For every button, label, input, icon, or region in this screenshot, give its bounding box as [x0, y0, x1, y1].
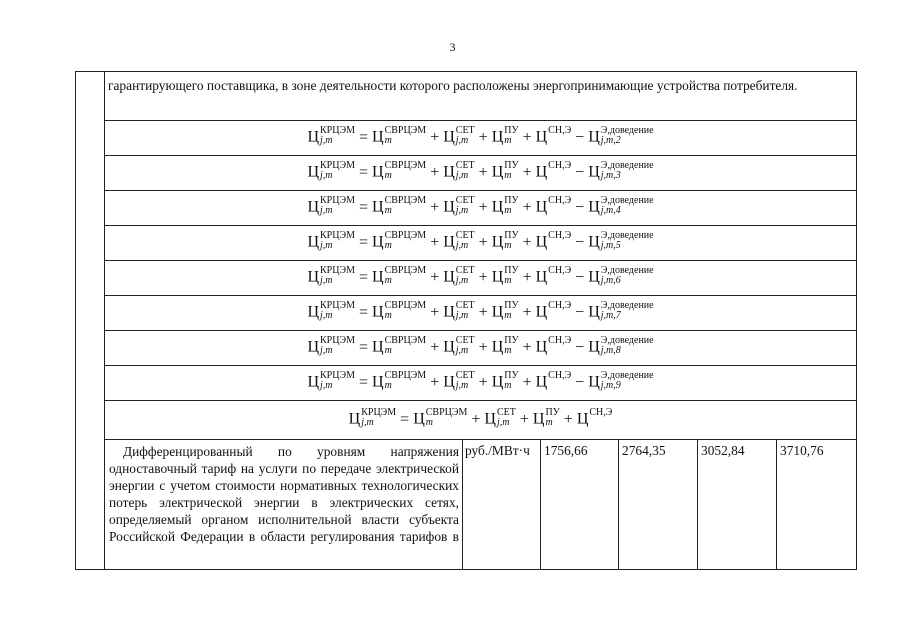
formula-cell	[105, 366, 857, 401]
formula-operator: −	[575, 198, 585, 216]
intro-row	[76, 72, 857, 121]
term-subscript: j,m	[455, 310, 469, 321]
formula-term: Ц Э,доведение j,m,9	[588, 370, 654, 391]
term-subscript: m	[384, 170, 392, 181]
term-superscript: КРЦЭМ	[320, 335, 355, 346]
formula-operator: =	[358, 303, 368, 321]
formula-operator: =	[358, 338, 368, 356]
term-subscript: j,m,5	[600, 240, 621, 251]
formula-term: Ц КРЦЭМ j,m	[307, 265, 355, 286]
term-superscript: КРЦЭМ	[361, 407, 397, 418]
formula-cell	[105, 261, 857, 296]
term-subscript: m	[384, 345, 392, 356]
formula-operator: =	[400, 410, 410, 428]
term-superscript: ПУ	[504, 300, 519, 311]
term-subscript: j,m	[455, 380, 469, 391]
term-subscript: m	[504, 205, 512, 216]
formula-term: Ц Э,доведение j,m,4	[588, 195, 654, 216]
term-superscript: СЕТ	[455, 300, 475, 311]
term-subscript: j,m	[361, 417, 374, 428]
term-superscript: СВРЦЭМ	[425, 407, 468, 418]
formula-operator: −	[575, 268, 585, 286]
formula-operator: +	[430, 303, 440, 321]
formula-operator: +	[430, 128, 440, 146]
term-superscript: ПУ	[504, 160, 519, 171]
formula-operator: +	[563, 410, 573, 428]
formula-term: Ц Э,доведение j,m,5	[588, 230, 654, 251]
formula-term: Ц СВРЦЭМ m	[372, 300, 427, 321]
formula-operator: +	[519, 410, 529, 428]
formula-cell	[105, 121, 857, 156]
formula-row-base	[76, 401, 857, 440]
formula-operator: +	[478, 163, 488, 181]
term-superscript: СВРЦЭМ	[384, 230, 427, 241]
tariff-value: 3710,76	[777, 440, 857, 570]
formula-term: Ц СН,Э	[535, 195, 572, 216]
formula-operator: +	[478, 373, 488, 391]
formula-operator: +	[478, 233, 488, 251]
formula-term: Ц СН,Э	[535, 300, 572, 321]
formula-term: Ц СЕТ j,m	[443, 125, 475, 146]
formula-operator: =	[358, 268, 368, 286]
term-subscript: m	[545, 417, 553, 428]
formula-operator: −	[575, 233, 585, 251]
formula-term: Ц ПУ m	[491, 125, 519, 146]
formula-term: Ц ПУ m	[491, 265, 519, 286]
formula	[348, 407, 613, 430]
formula-operator: +	[478, 128, 488, 146]
term-subscript: j,m,6	[600, 275, 621, 286]
formula-row	[76, 156, 857, 191]
formula-operator: −	[575, 128, 585, 146]
unit-cell: руб./МВт·ч	[463, 440, 541, 570]
term-superscript: ПУ	[504, 125, 519, 136]
formula-cell	[105, 226, 857, 261]
term-subscript: j,m	[455, 170, 469, 181]
formula-row	[76, 191, 857, 226]
formula-term: Ц СЕТ j,m	[443, 370, 475, 391]
term-superscript: Э,доведение	[600, 125, 654, 136]
term-superscript: СН,Э	[589, 407, 613, 418]
formula-operator: +	[430, 198, 440, 216]
formula	[307, 230, 654, 253]
term-superscript: СН,Э	[548, 230, 572, 241]
term-superscript: СВРЦЭМ	[384, 195, 427, 206]
term-superscript: СН,Э	[548, 195, 572, 206]
formula-term: Ц СЕТ j,m	[443, 160, 475, 181]
formula-term: Ц СВРЦЭМ m	[372, 335, 427, 356]
formula-term: Ц КРЦЭМ j,m	[307, 160, 355, 181]
formula-term: Ц КРЦЭМ j,m	[348, 407, 397, 428]
term-superscript: Э,доведение	[600, 335, 654, 346]
formula-term: Ц СН,Э	[535, 370, 572, 391]
formula-operator: +	[522, 198, 532, 216]
tariff-table	[75, 71, 857, 570]
term-superscript: КРЦЭМ	[320, 160, 355, 171]
term-superscript: ПУ	[504, 335, 519, 346]
formula-term: Ц СН,Э	[535, 125, 572, 146]
term-superscript: ПУ	[545, 407, 560, 418]
formula-row	[76, 331, 857, 366]
term-subscript: j,m	[455, 205, 469, 216]
term-superscript: СН,Э	[548, 335, 572, 346]
formula-term: Ц КРЦЭМ j,m	[307, 125, 355, 146]
term-subscript: m	[504, 345, 512, 356]
term-superscript: СЕТ	[455, 125, 475, 136]
formula-operator: +	[430, 163, 440, 181]
formula-operator: −	[575, 303, 585, 321]
formula-operator: =	[358, 198, 368, 216]
formula-operator: +	[522, 373, 532, 391]
formula-term: Ц Э,доведение j,m,7	[588, 300, 654, 321]
formula-term: Ц СВРЦЭМ m	[372, 125, 427, 146]
formula-term: Ц Э,доведение j,m,2	[588, 125, 654, 146]
formula-term: Ц СН,Э	[535, 335, 572, 356]
term-subscript: j,m	[320, 310, 333, 321]
term-superscript: СН,Э	[548, 370, 572, 381]
formula-operator: +	[430, 338, 440, 356]
page-number: 3	[449, 40, 456, 54]
term-subscript: j,m,8	[600, 345, 621, 356]
tariff-row	[76, 440, 857, 570]
tariff-value: 2764,35	[619, 440, 698, 570]
formula-term: Ц Э,доведение j,m,6	[588, 265, 654, 286]
term-subscript: m	[504, 135, 512, 146]
formula-operator: +	[478, 338, 488, 356]
formula-term: Ц Э,доведение j,m,3	[588, 160, 654, 181]
formula-term: Ц СВРЦЭМ m	[372, 230, 427, 251]
formula-term: Ц СЕТ j,m	[443, 265, 475, 286]
term-subscript: m	[384, 275, 392, 286]
term-superscript: СН,Э	[548, 300, 572, 311]
formula-operator: =	[358, 373, 368, 391]
formula-operator: +	[478, 268, 488, 286]
formula-term: Ц СЕТ j,m	[443, 300, 475, 321]
formula-cell	[105, 156, 857, 191]
term-subscript: j,m	[320, 275, 333, 286]
term-subscript: j,m,9	[600, 380, 621, 391]
term-subscript: m	[425, 417, 433, 428]
term-subscript: m	[384, 380, 392, 391]
intro-text: гарантирующего поставщика, в зоне деятельности которого расположены энергопринимающие устройства потребителя.	[105, 72, 857, 121]
term-subscript: j,m	[320, 205, 333, 216]
formula-cell	[105, 191, 857, 226]
formula-term: Ц СВРЦЭМ m	[372, 265, 427, 286]
term-subscript: m	[384, 310, 392, 321]
formula-term: Ц СН,Э	[576, 407, 613, 428]
formula-operator: +	[471, 410, 481, 428]
term-superscript: СВРЦЭМ	[384, 160, 427, 171]
term-superscript: КРЦЭМ	[320, 265, 355, 276]
term-subscript: m	[504, 380, 512, 391]
term-superscript: СВРЦЭМ	[384, 300, 427, 311]
formula-term: Ц ПУ m	[491, 335, 519, 356]
formula-term: Ц СВРЦЭМ m	[372, 160, 427, 181]
formula-operator: +	[522, 338, 532, 356]
term-subscript: j,m	[455, 345, 469, 356]
term-superscript: Э,доведение	[600, 370, 654, 381]
term-subscript: m	[504, 275, 512, 286]
formula-operator: +	[430, 373, 440, 391]
term-superscript: СВРЦЭМ	[384, 370, 427, 381]
formula-term: Ц СН,Э	[535, 160, 572, 181]
formula-row	[76, 261, 857, 296]
tariff-value: 1756,66	[541, 440, 619, 570]
formula-operator: −	[575, 163, 585, 181]
formula-term: Ц КРЦЭМ j,m	[307, 335, 355, 356]
term-subscript: j,m	[455, 240, 469, 251]
term-superscript: СВРЦЭМ	[384, 265, 427, 276]
formula-term: Ц ПУ m	[532, 407, 560, 428]
tariff-description: Дифференцированный по уровням напряжения одноставочный тариф на услуги по передаче электрической энергии с учетом стоимости нормативных технологических потерь электрической энергии в электрических сетях, определяемый органом исполнительной власти субъекта Российской Федерации в области регулирования тарифов в	[105, 440, 463, 570]
term-superscript: СВРЦЭМ	[384, 335, 427, 346]
formula-operator: +	[430, 268, 440, 286]
term-superscript: Э,доведение	[600, 265, 654, 276]
term-superscript: СЕТ	[455, 195, 475, 206]
term-superscript: ПУ	[504, 195, 519, 206]
term-superscript: СЕТ	[496, 407, 516, 418]
term-superscript: КРЦЭМ	[320, 230, 355, 241]
formula	[307, 300, 654, 323]
formula-cell	[105, 401, 857, 440]
formula-operator: =	[358, 233, 368, 251]
formula-cell	[105, 296, 857, 331]
formula-term: Ц СН,Э	[535, 230, 572, 251]
term-subscript: j,m,7	[600, 310, 621, 321]
term-subscript: j,m	[496, 417, 510, 428]
formula-operator: +	[430, 233, 440, 251]
term-subscript: m	[384, 205, 392, 216]
formula-cell	[105, 331, 857, 366]
formula-operator: +	[478, 198, 488, 216]
formula-term: Ц СЕТ j,m	[443, 335, 475, 356]
formula-term: Ц СВРЦЭМ m	[372, 195, 427, 216]
formula-operator: −	[575, 373, 585, 391]
term-superscript: СЕТ	[455, 265, 475, 276]
formula	[307, 195, 654, 218]
term-subscript: j,m	[455, 275, 469, 286]
formula-row	[76, 121, 857, 156]
term-superscript: ПУ	[504, 265, 519, 276]
term-subscript: j,m	[320, 170, 333, 181]
term-superscript: ПУ	[504, 370, 519, 381]
formula	[307, 265, 654, 288]
formula-row	[76, 366, 857, 401]
formula	[307, 125, 654, 148]
formula-term: Ц СЕТ j,m	[443, 230, 475, 251]
term-subscript: j,m	[455, 135, 469, 146]
formula-operator: +	[478, 303, 488, 321]
term-superscript: Э,доведение	[600, 230, 654, 241]
row-number-cell	[76, 72, 105, 570]
formula-term: Ц СВРЦЭМ m	[413, 407, 468, 428]
term-superscript: СЕТ	[455, 370, 475, 381]
formula-term: Ц ПУ m	[491, 160, 519, 181]
formula-operator: +	[522, 128, 532, 146]
term-subscript: m	[384, 135, 392, 146]
formula-term: Ц КРЦЭМ j,m	[307, 370, 355, 391]
term-superscript: СЕТ	[455, 230, 475, 241]
formula-term: Ц ПУ m	[491, 300, 519, 321]
formula	[307, 160, 654, 183]
formula-operator: +	[522, 163, 532, 181]
formula-term: Ц ПУ m	[491, 370, 519, 391]
term-superscript: СЕТ	[455, 160, 475, 171]
term-superscript: КРЦЭМ	[320, 300, 355, 311]
term-subscript: j,m,2	[600, 135, 621, 146]
term-superscript: СН,Э	[548, 125, 572, 136]
formula-operator: +	[522, 233, 532, 251]
formula-term: Ц КРЦЭМ j,m	[307, 300, 355, 321]
term-subscript: j,m	[320, 135, 333, 146]
formula-row	[76, 296, 857, 331]
term-subscript: j,m	[320, 345, 333, 356]
formula	[307, 370, 654, 393]
term-superscript: СВРЦЭМ	[384, 125, 427, 136]
term-subscript: j,m,4	[600, 205, 621, 216]
term-superscript: КРЦЭМ	[320, 125, 355, 136]
formula-term: Ц Э,доведение j,m,8	[588, 335, 654, 356]
term-superscript: КРЦЭМ	[320, 195, 355, 206]
term-superscript: СЕТ	[455, 335, 475, 346]
term-superscript: СН,Э	[548, 265, 572, 276]
formula-term: Ц КРЦЭМ j,m	[307, 195, 355, 216]
term-superscript: КРЦЭМ	[320, 370, 355, 381]
term-superscript: ПУ	[504, 230, 519, 241]
term-subscript: m	[504, 170, 512, 181]
tariff-value: 3052,84	[698, 440, 777, 570]
formula-term: Ц ПУ m	[491, 195, 519, 216]
term-subscript: j,m	[320, 380, 333, 391]
formula-operator: +	[522, 303, 532, 321]
formula-term: Ц ПУ m	[491, 230, 519, 251]
term-superscript: Э,доведение	[600, 300, 654, 311]
formula-operator: =	[358, 163, 368, 181]
term-superscript: СН,Э	[548, 160, 572, 171]
term-superscript: Э,доведение	[600, 160, 654, 171]
formula-row	[76, 226, 857, 261]
formula-operator: −	[575, 338, 585, 356]
formula-operator: +	[522, 268, 532, 286]
formula-term: Ц КРЦЭМ j,m	[307, 230, 355, 251]
formula-term: Ц СЕТ j,m	[443, 195, 475, 216]
formula	[307, 335, 654, 358]
formula-term: Ц СЕТ j,m	[484, 407, 516, 428]
term-subscript: j,m	[320, 240, 333, 251]
formula-operator: =	[358, 128, 368, 146]
formula-term: Ц СН,Э	[535, 265, 572, 286]
term-subscript: m	[504, 310, 512, 321]
term-subscript: j,m,3	[600, 170, 621, 181]
term-subscript: m	[384, 240, 392, 251]
term-superscript: Э,доведение	[600, 195, 654, 206]
term-subscript: m	[504, 240, 512, 251]
formula-term: Ц СВРЦЭМ m	[372, 370, 427, 391]
